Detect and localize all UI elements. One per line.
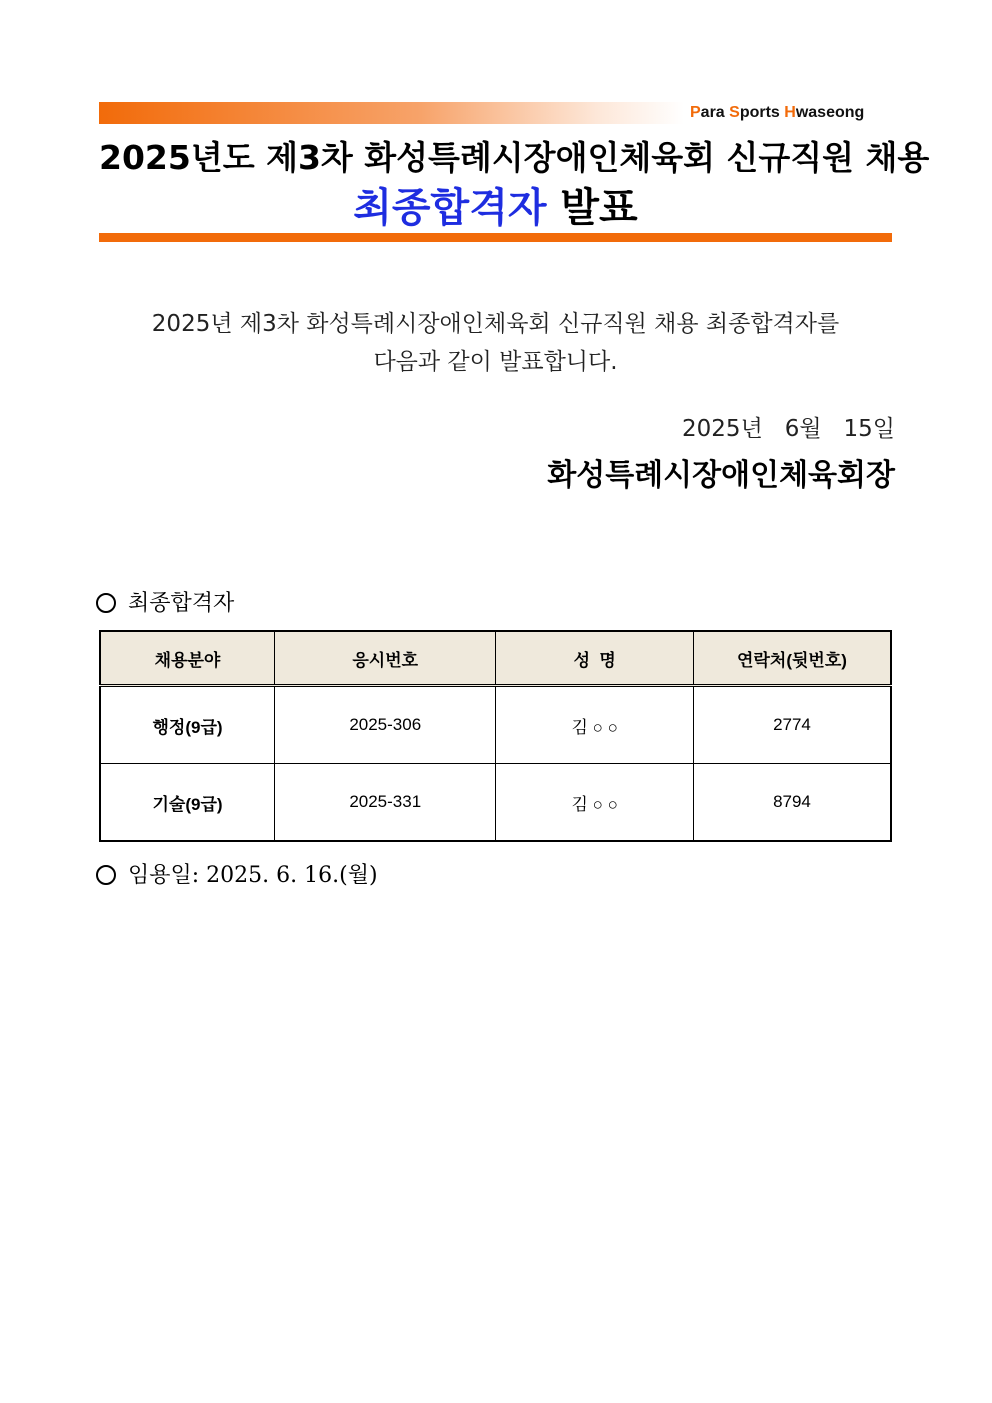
header-field: 채용분야 <box>100 631 275 686</box>
cell-field: 기술(9급) <box>100 764 275 842</box>
section-final-passers <box>96 586 234 617</box>
cell-name: 김 ○ ○ <box>496 686 694 764</box>
cell-contact: 2774 <box>693 686 891 764</box>
intro-line2: 다음과 같이 발표합니다. <box>373 349 618 375</box>
brand-text: Para Sports Hwaseong <box>690 104 865 121</box>
header-underline-bar <box>99 233 892 242</box>
table-row <box>100 764 891 842</box>
table-row <box>100 686 891 764</box>
circle-bullet-icon <box>96 593 116 613</box>
section-label: 최종합격자 <box>128 591 235 616</box>
cell-field: 행정(9급) <box>100 686 275 764</box>
header-contact: 연락처(뒷번호) <box>693 631 891 686</box>
header-number: 응시번호 <box>275 631 496 686</box>
section-label: 임용일: 2025. 6. 16.(월) <box>128 863 378 888</box>
title-highlight: 최종합격자 <box>353 185 547 231</box>
intro-paragraph <box>99 305 892 381</box>
title-rest: 발표 <box>546 185 638 231</box>
cell-name: 김 ○ ○ <box>496 764 694 842</box>
intro-line1: 2025년 제3차 화성특례시장애인체육회 신규직원 채용 최종합격자를 <box>151 311 840 337</box>
issuer-name: 화성특례시장애인체육회장 <box>547 458 895 493</box>
page-title-line1: 2025년도 제3차 화성특례시장애인체육회 신규직원 채용 <box>99 138 930 177</box>
cell-number: 2025-306 <box>275 686 496 764</box>
page-title-line2 <box>99 176 892 233</box>
header-gradient-bar <box>99 102 684 124</box>
circle-bullet-icon <box>96 865 116 885</box>
cell-number: 2025-331 <box>275 764 496 842</box>
section-appointment-date <box>96 858 378 889</box>
results-table <box>99 630 892 842</box>
announcement-date: 2025년 6월 15일 <box>682 416 895 442</box>
table-header-row <box>100 631 891 686</box>
cell-contact: 8794 <box>693 764 891 842</box>
header-name: 성 명 <box>496 631 694 686</box>
